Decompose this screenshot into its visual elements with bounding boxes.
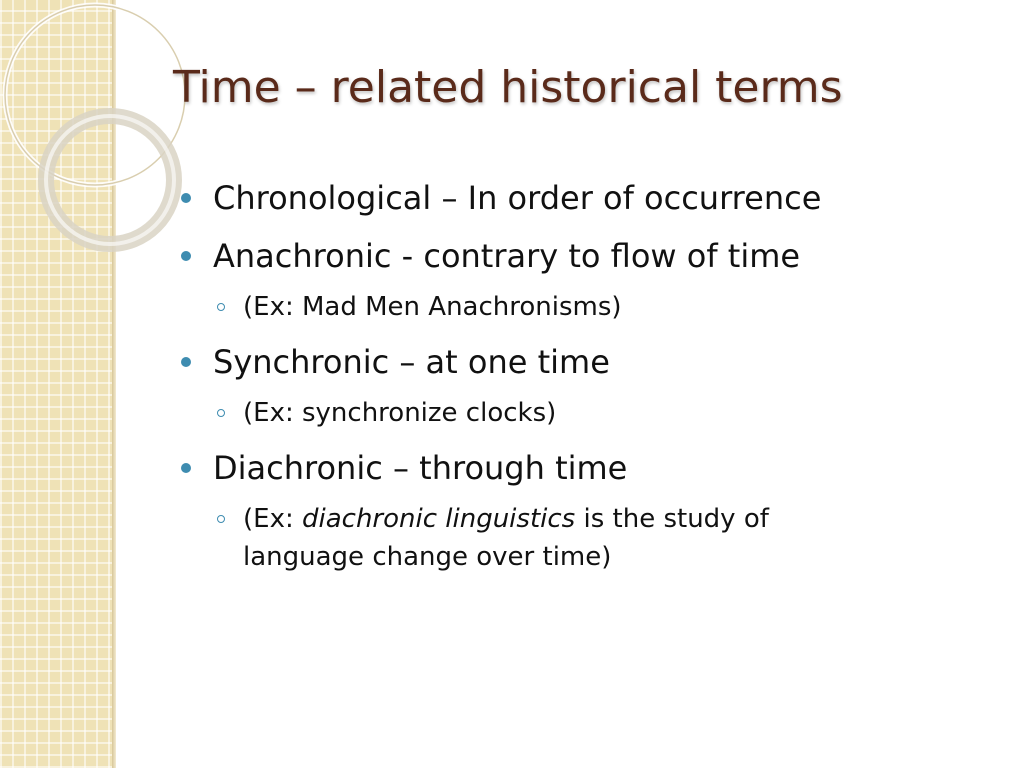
bullet-item-anachronic (181, 234, 991, 278)
sub-bullet-text (243, 500, 883, 576)
sub-bullet-italic-term: diachronic linguistics (301, 504, 576, 534)
bullet-text: Anachronic - contrary to flow of time (213, 237, 801, 275)
bullet-text: Diachronic – through time (213, 449, 628, 487)
bullet-dot-icon (181, 251, 191, 261)
sub-bullet-ring-icon (217, 515, 225, 523)
sub-bullet-item (181, 500, 991, 576)
sub-bullet-suffix: is the study of language change over time) (243, 504, 769, 572)
bullet-text: Chronological – In order of occurrence (213, 179, 822, 217)
sub-bullet-text: (Ex: synchronize clocks) (243, 398, 557, 428)
bullet-text: Synchronic – at one time (213, 343, 610, 381)
sub-bullet-text: (Ex: Mad Men Anachronisms) (243, 292, 622, 322)
slide-title: Time – related historical terms (173, 62, 843, 113)
bullet-dot-icon (181, 193, 191, 203)
sub-bullet-ring-icon (217, 409, 225, 417)
bullet-item-chronological (181, 176, 991, 220)
sub-bullet-item (181, 288, 991, 326)
decorative-rings (0, 0, 160, 300)
sub-bullet-ring-icon (217, 303, 225, 311)
bullet-item-synchronic (181, 340, 991, 384)
bullet-item-diachronic (181, 446, 991, 490)
sub-bullet-item (181, 394, 991, 432)
bullet-dot-icon (181, 463, 191, 473)
bullet-list (181, 170, 991, 576)
bullet-dot-icon (181, 357, 191, 367)
sub-bullet-prefix: (Ex: (243, 504, 302, 534)
